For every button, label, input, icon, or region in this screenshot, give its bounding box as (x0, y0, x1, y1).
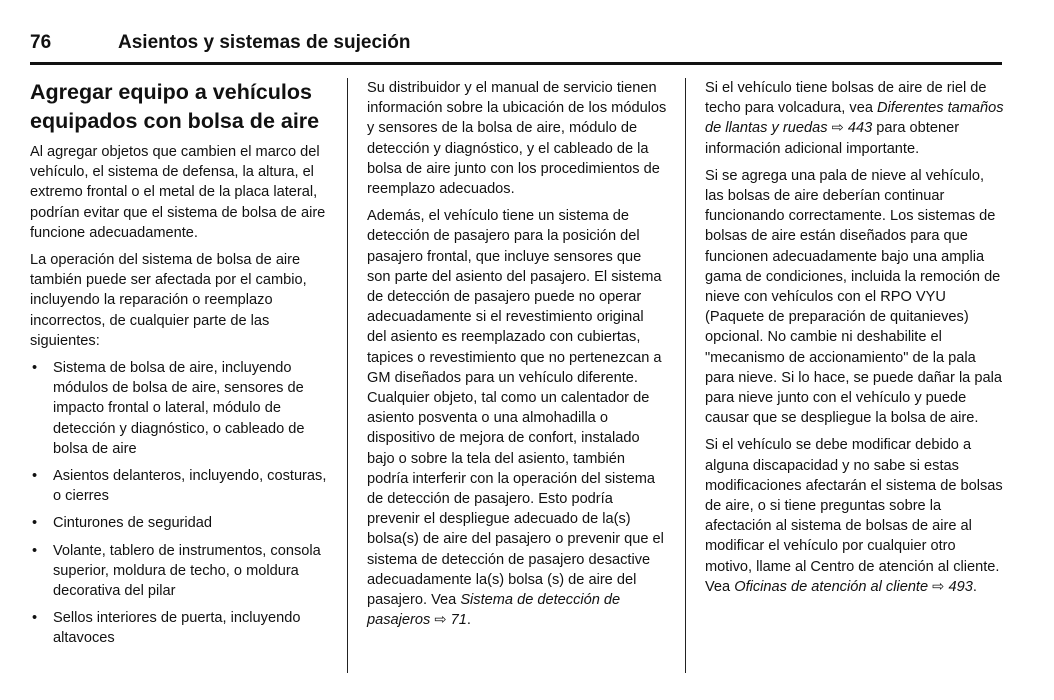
list-item: • Sistema de bolsa de aire, incluyendo módulos de bolsa de aire, sensores de impacto frontal o lateral, módulo de detección y diagnóstico, o cableado de bolsa de aire (32, 360, 305, 457)
page-number: 76 (30, 32, 52, 53)
paragraph-disability: Si el vehículo se debe modificar debido a alguna discapacidad y no sabe si estas modificaciones afectarán el sistema de bolsas de aire, o si tiene preguntas sobre la afectación al sistema de bolsas de aire al modificar el vehículo por cualquier otro motivo, llame al Centro de atención al cliente. Vea Oficinas de atención al cliente ⇨ 493. (705, 437, 1003, 595)
affected-parts-list (30, 358, 330, 649)
page-reference-icon: ⇨ (831, 120, 844, 137)
cross-reference-link[interactable]: Sistema de detección de pasajeros (367, 592, 621, 629)
page-reference-icon: ⇨ (434, 612, 447, 629)
page-header (30, 32, 1002, 62)
section-title: Asientos y sistemas de sujeción (118, 32, 411, 53)
header-rule (30, 62, 1002, 65)
column-2 (367, 78, 667, 637)
list-item: • Cinturones de seguridad (30, 513, 330, 533)
article-heading: Agregar equipo a vehículos equipados con bolsa de aire (30, 80, 320, 133)
list-item: • Sellos interiores de puerta, incluyendo altavoces (32, 610, 301, 647)
column-1 (30, 78, 330, 656)
bullet-icon: • (32, 542, 38, 559)
paragraph-intro: Al agregar objetos que cambien el marco del vehículo, el sistema de defensa, la altura, el extremo frontal o el metal de la placa lateral, podrían evitar que el sistema de bolsa de aire funcione adecuadamente. (30, 144, 326, 241)
paragraph-affected: La operación del sistema de bolsa de aire también puede ser afectada por el cambio, incluyendo la reparación o reemplazo incorrectos, de cualquier parte de las siguientes: (30, 252, 307, 349)
paragraph-dealer-info: Su distribuidor y el manual de servicio tienen información sobre la ubicación de los módulos y sensores de la bolsa de aire, módulo de detección y diagnóstico, y el cableado de la bolsa de aire junto con los procedimientos de reemplazo adecuados. (367, 80, 667, 198)
page-reference[interactable]: 493 (948, 578, 973, 595)
bullet-icon: • (32, 468, 38, 485)
cross-reference-link[interactable]: Oficinas de atención al cliente (734, 578, 929, 595)
bullet-icon: • (32, 515, 38, 532)
paragraph-passenger-sensing: Además, el vehículo tiene un sistema de detección de pasajero para la posición del pasajero frontal, que incluye sensores que son parte del asiento del pasajero. El sistema de detección de pasajero puede no operar adecuadamente si el revestimiento original del asiento es reemplazado con cubiertas, tapices o revestimiento que no pertenezcan a GM diseñados para un vehículo diferente. Cualquier objeto, tal como un calentador de asiento posventa o una almohadilla o dispositivo de mejora de confort, instalado bajo o sobre la tela del asiento, también podría interferir con la operación del sistema de detección de pasajero. Esto podría prevenir el despliegue adecuado de la(s) bolsa(s) de aire del pasajero o prevenir que el sistema de detección de pasajero desactive adecuadamente la(s) bolsa (s) de aire del pasajero. Vea Sistema de detección de pasajeros ⇨ 71. (367, 208, 664, 629)
bullet-icon: • (32, 360, 38, 377)
page-reference[interactable]: 71 (450, 612, 467, 629)
cross-reference-link[interactable]: Diferentes tamaños de llantas y ruedas (705, 100, 1004, 137)
page-reference-icon: ⇨ (932, 578, 945, 595)
column-3 (705, 78, 1005, 604)
list-item: • Asientos delanteros, incluyendo, costuras, o cierres (32, 468, 327, 505)
list-item: • Volante, tablero de instrumentos, consola superior, moldura de techo, o moldura decorativa del pilar (32, 542, 321, 600)
paragraph-snow-plow: Si se agrega una pala de nieve al vehículo, las bolsas de aire deberían continuar funcionando correctamente. Los sistemas de bolsas de aire están diseñados para que funcionen adecuadamente bajo una amplia gama de condiciones, incluida la remoción de nieve con vehículos con el RPO VYU (Paquete de preparación de quitanieves) opcional. No cambie ni deshabilite el "mecanismo de accionamiento" de la pala para nieve. Si lo hace, se puede dañar la pala para nieve junto con el vehículo y puede causar que se despliegue la bolsa de aire. (705, 167, 1002, 427)
bullet-icon: • (32, 610, 38, 627)
paragraph-roof-rail: Si el vehículo tiene bolsas de aire de riel de techo para volcadura, vea Diferentes tamaños de llantas y ruedas ⇨ 443 para obtener información adicional importante. (705, 80, 1004, 157)
column-divider-1 (347, 78, 348, 673)
page-reference[interactable]: 443 (847, 120, 873, 137)
column-divider-2 (685, 78, 686, 673)
